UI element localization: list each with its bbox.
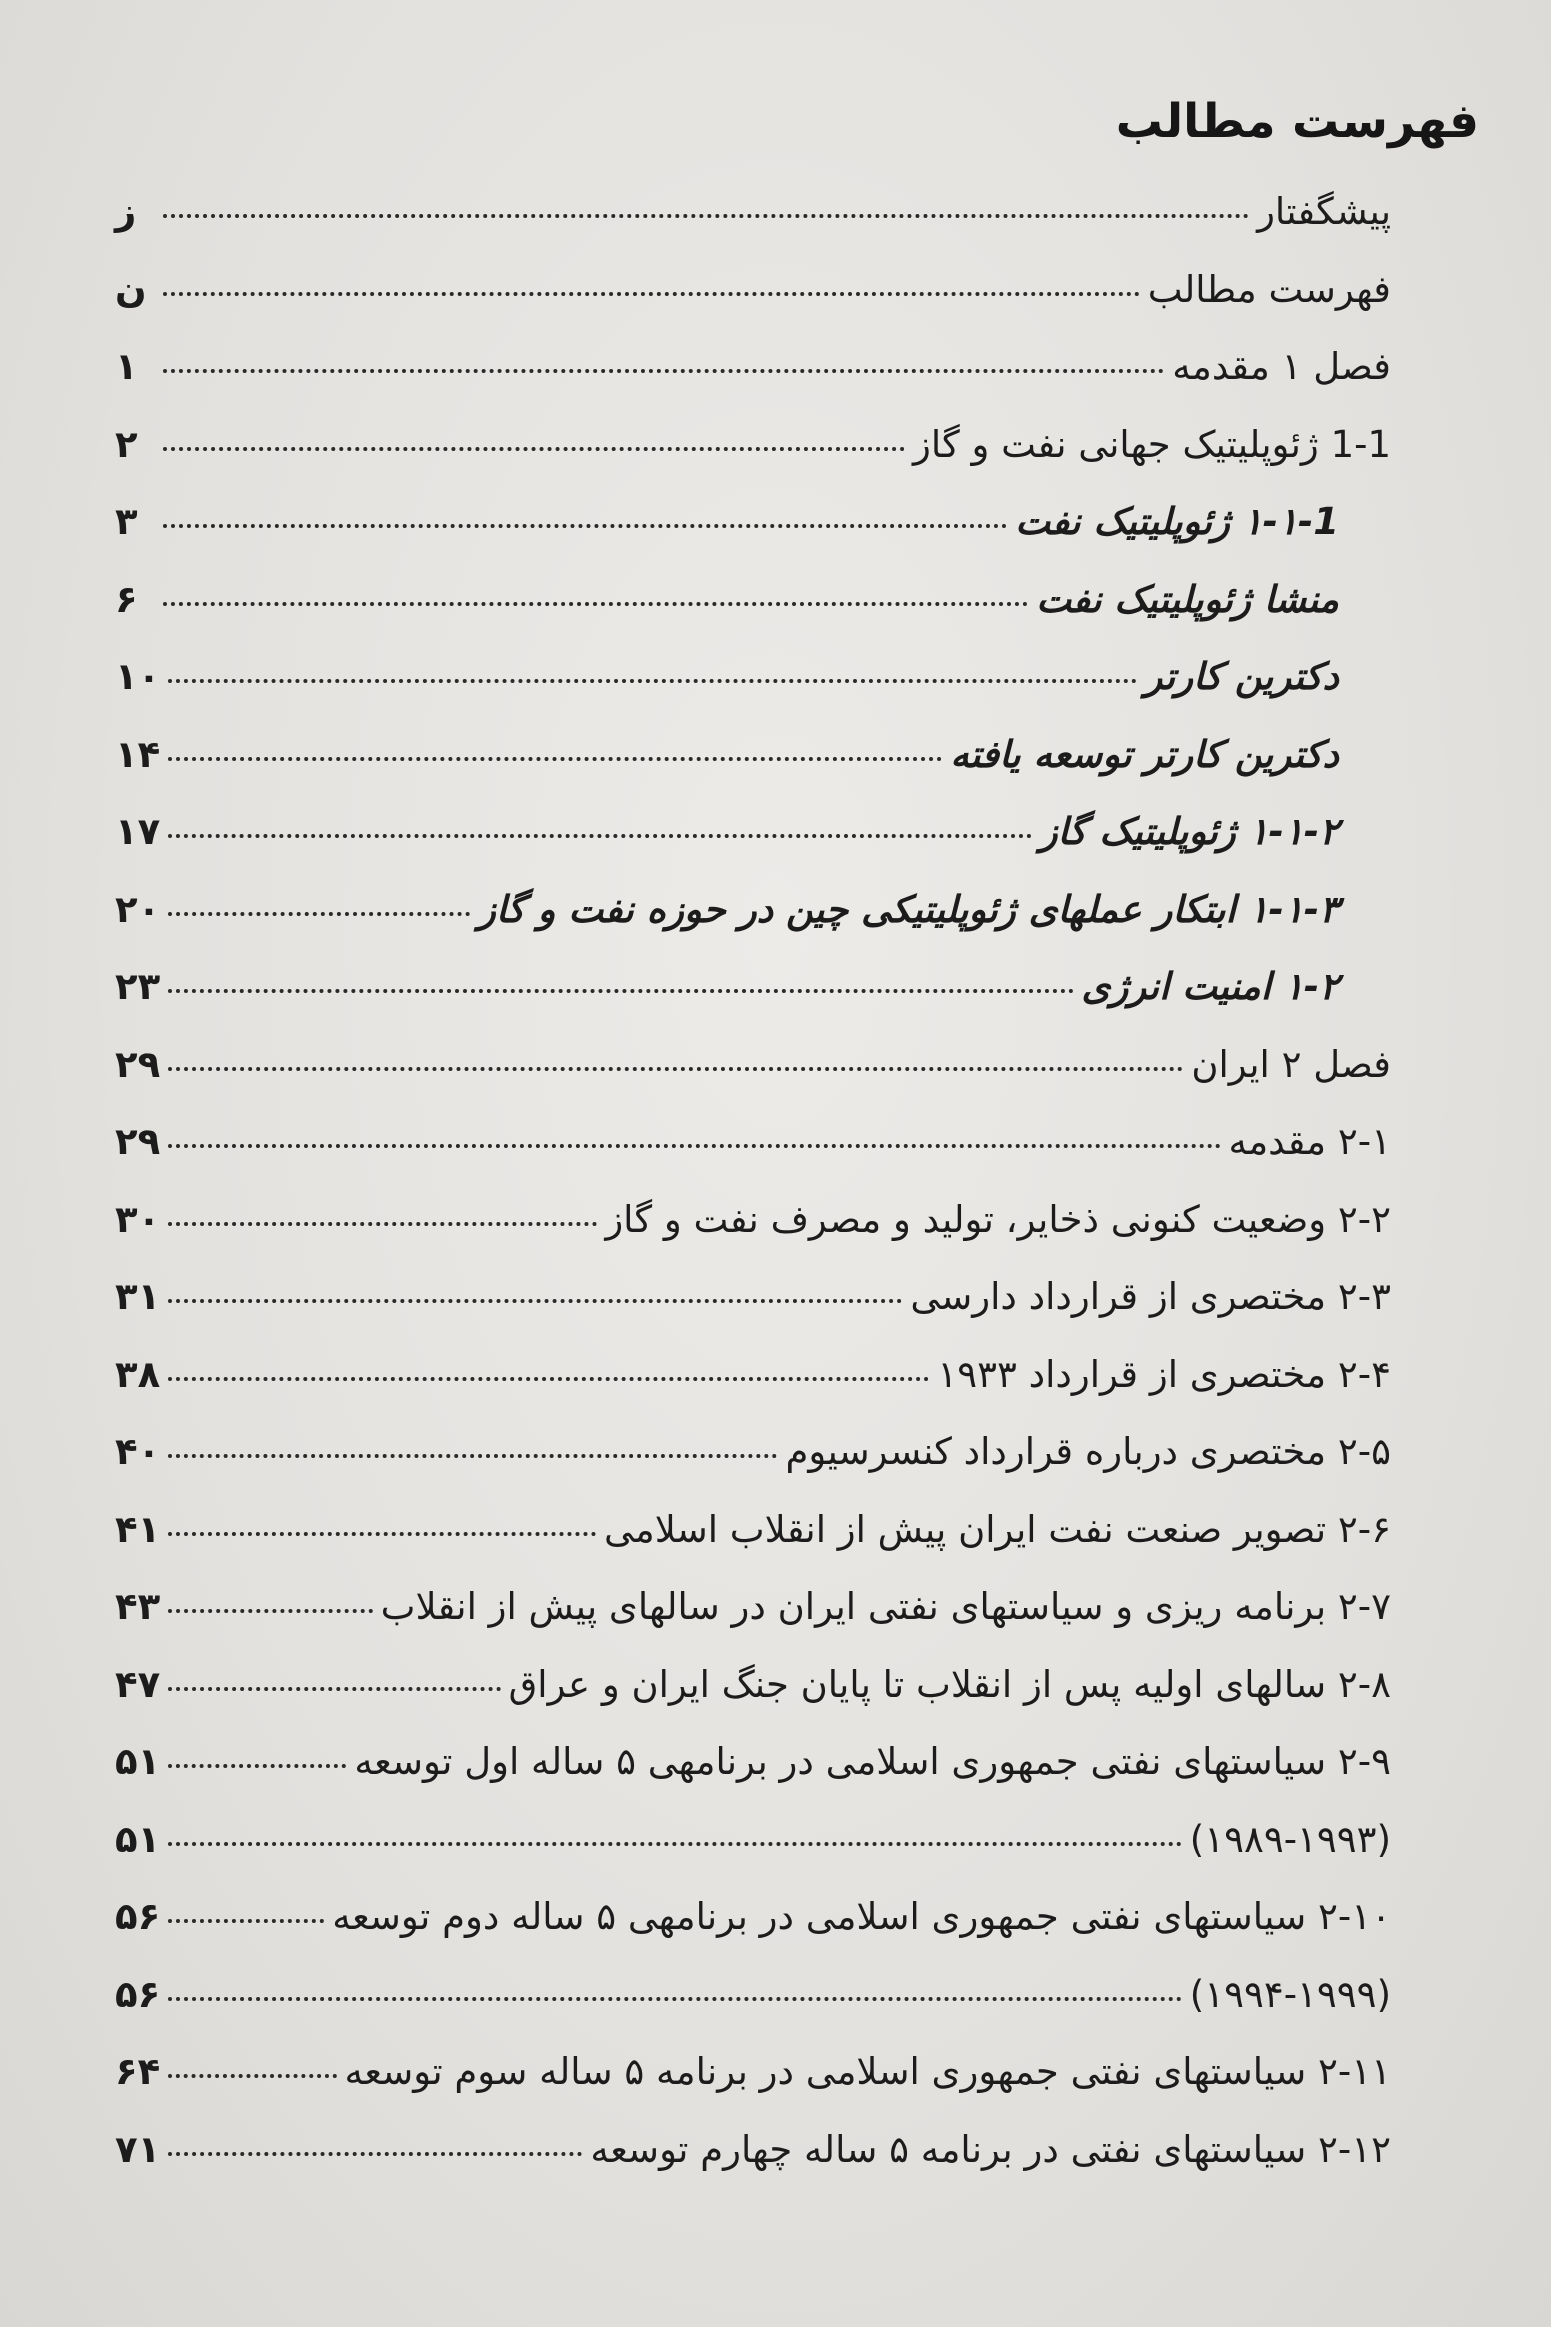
toc-page-number: ۲۹: [115, 1042, 161, 1086]
toc-entry-2-5: [115, 1430, 1391, 1508]
table-of-contents: [115, 190, 1391, 2205]
toc-entry-2-2: [115, 1198, 1391, 1276]
toc-entry-1-2: [115, 965, 1391, 1043]
toc-entry-2-6: [115, 1508, 1391, 1586]
dot-leader: [163, 447, 905, 451]
dot-leader: [168, 1764, 346, 1768]
dot-leader: [168, 1609, 372, 1613]
dot-leader: [168, 912, 470, 916]
toc-page-number: ۷۱: [115, 2127, 161, 2171]
toc-entry-carter-doctrine: [115, 655, 1391, 733]
toc-entry-title: ۲-۱ مقدمه: [1228, 1120, 1391, 1163]
toc-entry-title: ۲-۹ سیاستهای نفتی جمهوری اسلامی در برنامهی ۵ ساله اول توسعه: [354, 1740, 1391, 1783]
toc-page-number: ۲۳: [115, 965, 161, 1008]
toc-entry-1-1-2: [115, 810, 1391, 888]
toc-entry-title: ۱-۲ امنیت انرژی: [1081, 965, 1339, 1008]
toc-entry-title: دکترین کارتر توسعه یافته: [950, 732, 1339, 776]
toc-page-number: ۵۶: [115, 1895, 161, 1938]
dot-leader: [163, 292, 1140, 296]
toc-entry-preface: [115, 190, 1391, 268]
dot-leader: [168, 1377, 929, 1381]
toc-entry-title: ۱-۱-1 ژئوپلیتیک نفت: [1015, 500, 1339, 543]
toc-entry-title: ۲-۱۲ سیاستهای نفتی در برنامه ۵ ساله چهارم توسعه: [590, 2127, 1391, 2171]
toc-page-number: ۱۷: [115, 810, 161, 853]
toc-entry-chapter-2: [115, 1043, 1391, 1121]
dot-leader: [168, 2152, 582, 2156]
toc-page-number: ۶: [115, 577, 138, 621]
toc-entry-2-8: [115, 1663, 1391, 1741]
toc-entry-title: ۲-۷ برنامه ریزی و سیاستهای نفتی ایران در سالهای پیش از انقلاب: [380, 1585, 1391, 1628]
dot-leader: [168, 989, 1073, 993]
toc-page-number: ۴۷: [115, 1662, 161, 1706]
toc-entry-title: ۲-۳ مختصری از قرارداد دارسی: [910, 1275, 1391, 1318]
toc-page-number: ۴۱: [115, 1507, 161, 1551]
dot-leader: [168, 1222, 597, 1226]
dot-leader: [168, 1997, 1182, 2001]
toc-entry-title: ۱-۱-۲ ژئوپلیتیک گاز: [1039, 810, 1339, 853]
toc-entry-2-7: [115, 1585, 1391, 1663]
toc-page-number: ز: [115, 190, 137, 233]
toc-entry-1-1: [115, 423, 1391, 501]
toc-page-number: ۲۰: [115, 887, 161, 931]
toc-entry-title: 1-1 ژئوپلیتیک جهانی نفت و گاز: [913, 422, 1391, 466]
toc-entry-title: فصل ۱ مقدمه: [1172, 345, 1391, 388]
toc-entry-2-1: [115, 1120, 1391, 1198]
toc-entry-2-11: [115, 2050, 1391, 2128]
toc-entry-title: دکترین کارتر: [1144, 655, 1339, 698]
toc-entry-title: ۲-۸ سالهای اولیه پس از انقلاب تا پایان جنگ ایران و عراق: [508, 1662, 1391, 1706]
toc-entry-title: فهرست مطالب: [1147, 267, 1391, 311]
toc-entry-2-10: [115, 1895, 1391, 1973]
dot-leader: [168, 1919, 324, 1923]
toc-entry-title: ۲-۱۰ سیاستهای نفتی جمهوری اسلامی در برنامهی ۵ ساله دوم توسعه: [332, 1895, 1391, 1938]
toc-entry-oil-geopolitics-origin: [115, 578, 1391, 656]
dot-leader: [163, 369, 1164, 373]
dot-leader: [168, 1299, 902, 1303]
toc-page-number: ۵۶: [115, 1972, 161, 2016]
toc-page-number: ۱: [115, 345, 138, 388]
toc-entry-title: (۱۹۸۹-۱۹۹۳): [1189, 1817, 1391, 1861]
toc-entry-title: ۲-۵ مختصری درباره قرارداد کنسرسیوم: [785, 1430, 1391, 1473]
toc-page-number: ۳۰: [115, 1197, 161, 1241]
toc-entry-title: پیشگفتار: [1257, 190, 1391, 233]
toc-page-number: ۴۳: [115, 1585, 161, 1628]
toc-entry-1-1-3: [115, 888, 1391, 966]
dot-leader: [168, 1454, 777, 1458]
toc-entry-title: فصل ۲ ایران: [1191, 1042, 1391, 1086]
toc-page-number: ۳۸: [115, 1352, 161, 1396]
dot-leader: [168, 834, 1032, 838]
toc-page-number: ۱۰: [115, 655, 161, 698]
toc-entry-title: منشا ژئوپلیتیک نفت: [1036, 577, 1339, 621]
toc-entry-2-10-years: [115, 1973, 1391, 2051]
dot-leader: [168, 757, 942, 761]
dot-leader: [168, 1687, 500, 1691]
toc-entry-chapter-1: [115, 345, 1391, 423]
toc-entry-title: (۱۹۹۴-۱۹۹۹): [1189, 1972, 1391, 2016]
toc-page-number: ۱۴: [115, 732, 161, 776]
toc-entry-2-9: [115, 1740, 1391, 1818]
toc-page-number: ۳: [115, 500, 138, 543]
toc-page-number: ۶۴: [115, 2050, 161, 2093]
toc-entry-title: ۲-۱۱ سیاستهای نفتی جمهوری اسلامی در برنامه ۵ ساله سوم توسعه: [344, 2050, 1391, 2093]
toc-entry-2-12: [115, 2128, 1391, 2206]
toc-entry-2-9-years: [115, 1818, 1391, 1896]
dot-leader: [168, 1067, 1183, 1071]
toc-entry-contents: [115, 268, 1391, 346]
dot-leader: [168, 1532, 596, 1536]
toc-entry-title: ۱-۱-۳ ابتکار عملهای ژئوپلیتیکی چین در حوزه نفت و گاز: [478, 887, 1339, 931]
dot-leader: [163, 602, 1028, 606]
dot-leader: [168, 1842, 1182, 1846]
toc-entry-1-1-1: [115, 500, 1391, 578]
toc-entry-title: ۲-۲ وضعیت کنونی ذخایر، تولید و مصرف نفت و گاز: [605, 1197, 1391, 1241]
toc-entry-2-3: [115, 1275, 1391, 1353]
toc-entry-2-4: [115, 1353, 1391, 1431]
toc-page-number: ۲: [115, 422, 138, 466]
dot-leader: [163, 214, 1249, 218]
toc-page-number: ۳۱: [115, 1275, 161, 1318]
toc-page-number: ن: [115, 267, 147, 311]
toc-entry-title: ۲-۴ مختصری از قرارداد ۱۹۳۳: [937, 1352, 1391, 1396]
dot-leader: [168, 2074, 336, 2078]
toc-page-number: ۵۱: [115, 1740, 161, 1783]
toc-entry-title: ۲-۶ تصویر صنعت نفت ایران پیش از انقلاب اسلامی: [604, 1507, 1391, 1551]
dot-leader: [168, 1144, 1220, 1148]
toc-entry-extended-carter-doctrine: [115, 733, 1391, 811]
page-title: فهرست مطالب: [1115, 94, 1479, 149]
dot-leader: [168, 679, 1136, 683]
toc-page-number: ۲۹: [115, 1120, 161, 1163]
toc-page-number: ۴۰: [115, 1430, 161, 1473]
dot-leader: [163, 524, 1007, 528]
toc-page-number: ۵۱: [115, 1817, 161, 1861]
